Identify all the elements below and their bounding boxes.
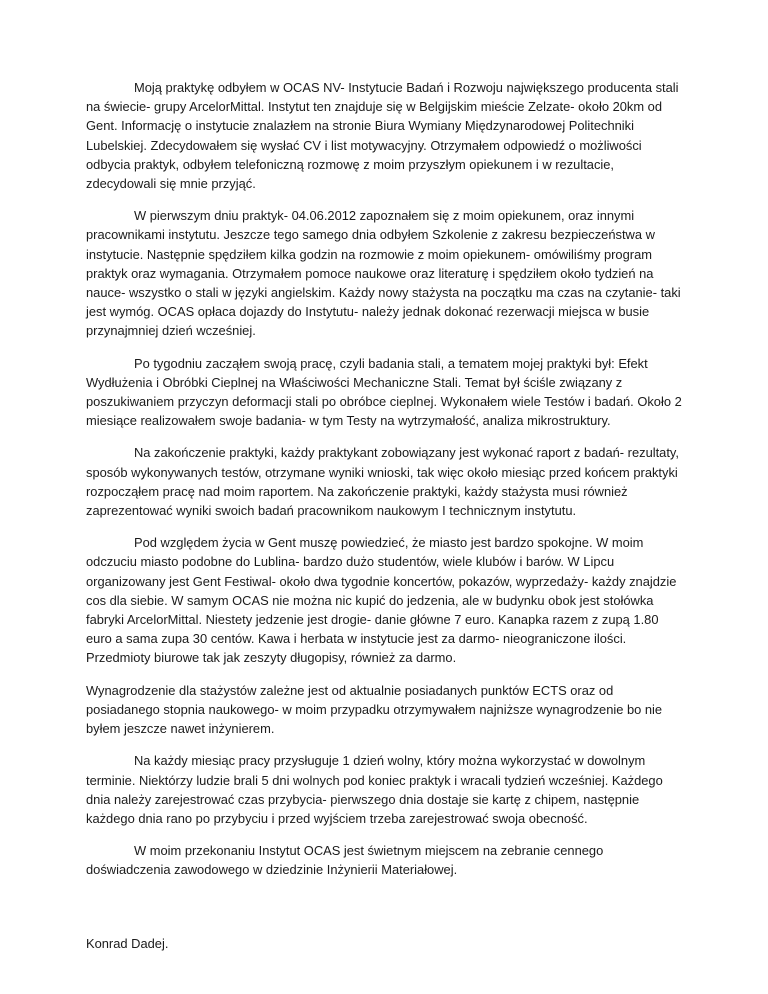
signature: Konrad Dadej. <box>86 935 169 951</box>
paragraph-research-topic: Po tygodniu zacząłem swoją pracę, czyli badania stali, a tematem mojej praktyki był: Efekt Wydłużenia i Obróbki Cieplnej na Właściwości Mechaniczne Stali. Temat był ściśle związany z poszukiwaniem przyczyn deformacji stali po obróbce cieplnej. Wykonałem wiele Testów i badań. Około 2 miesiące realizowałem swoje badania- w tym Testy na wytrzymałość, analiza mikrostruktury. <box>86 355 682 429</box>
paragraph-days-off: Na każdy miesiąc pracy przysługuje 1 dzień wolny, który można wykorzystać w dowolnym terminie. Niektórzy ludzie brali 5 dni wolnych pod koniec praktyk i wracali tydzień wcześniej. Każdego dnia należy zarejestrować czas przybycia- pierwszego dnia dostaje sie kartę z chipem, następnie każdego dnia rano po przybyciu i przed wyjściem trzeba zarejestrować swoja obecność. <box>86 753 663 826</box>
paragraph-intro: Moją praktykę odbyłem w OCAS NV- Instytucie Badań i Rozwoju największego producenta stali na świecie- grupy ArcelorMittal. Instytut ten znajduje się w Belgijskim mieście Zelzate- około 20km od Gent. Informację o instytucie znalazłem na stronie Biura Wymiany Międzynarodowej Politechniki Lubelskiej. Zdecydowałem się wysłać CV i list motywacyjny. Otrzymałem odpowiedź o możliwości odbycia praktyk, odbyłem telefoniczną rozmowę z moim przyszłym opiekunem i w rezultacie, zdecydowali się mnie przyjąć. <box>86 80 679 192</box>
paragraph-salary: Wynagrodzenie dla stażystów zależne jest od aktualnie posiadanych punktów ECTS oraz od posiadanego stopnia naukowego- w moim przypadku otrzymywałem najniższe wynagrodzenie bo nie byłem jeszcze nawet inżynierem. <box>86 682 663 737</box>
paragraph-conclusion: W moim przekonaniu Instytut OCAS jest świetnym miejscem na zebranie cennego doświadczenia zawodowego w dziedzinie Inżynierii Materiałowej. <box>86 843 604 878</box>
paragraph-life-in-gent: Pod względem życia w Gent muszę powiedzieć, że miasto jest bardzo spokojne. W moim odczuciu miasto podobne do Lublina- bardzo dużo studentów, wiele klubów i barów. W Lipcu organizowany jest Gent Festiwal- około dwa tygodnie koncertów, pokazów, wyprzedaży- każdy znajdzie cos dla siebie. W samym OCAS nie można nic kupić do jedzenia, ale w budynku obok jest stołówka fabryki ArcelorMittal. Niestety jedzenie jest drogie- danie główne 7 euro. Kanapka razem z zupą 1.80 euro a sama zupa 30 centów. Kawa i herbata w instytucie jest za darmo- nieograniczone ilości. Przedmioty biurowe tak jak zeszyty długopisy, również za darmo. <box>86 535 677 666</box>
paragraph-final-report: Na zakończenie praktyki, każdy praktykant zobowiązany jest wykonać raport z badań- rezultaty, sposób wykonywanych testów, otrzymane wyniki wnioski, tak więc około miesiąc przed końcem praktyki rozpocząłem pracę nad moim raportem. Na zakończenie praktyki, każdy stażysta musi również zaprezentować wyniki swoich badań pracownikom naukowym I technicznym instytutu. <box>86 445 680 519</box>
document-body <box>86 78 684 953</box>
paragraph-first-day: W pierwszym dniu praktyk- 04.06.2012 zapoznałem się z moim opiekunem, oraz innymi pracownikami instytutu. Jeszcze tego samego dnia odbyłem Szkolenie z zakresu bezpieczeństwa w instytucie. Następnie spędziłem kilka godzin na rozmowie z moim opiekunem- omówiliśmy program praktyk oraz wymagania. Otrzymałem pomoce naukowe oraz literaturę i spędziłem około tydzień na nauce- wszystko o stali w języki angielskim. Każdy nowy stażysta na początku ma czas na czytanie- taki jest wymóg. OCAS opłaca dojazdy do Instytutu- należy jednak dokonać rezerwacji miejsca w busie przynajmniej dzień wcześniej. <box>86 208 681 339</box>
